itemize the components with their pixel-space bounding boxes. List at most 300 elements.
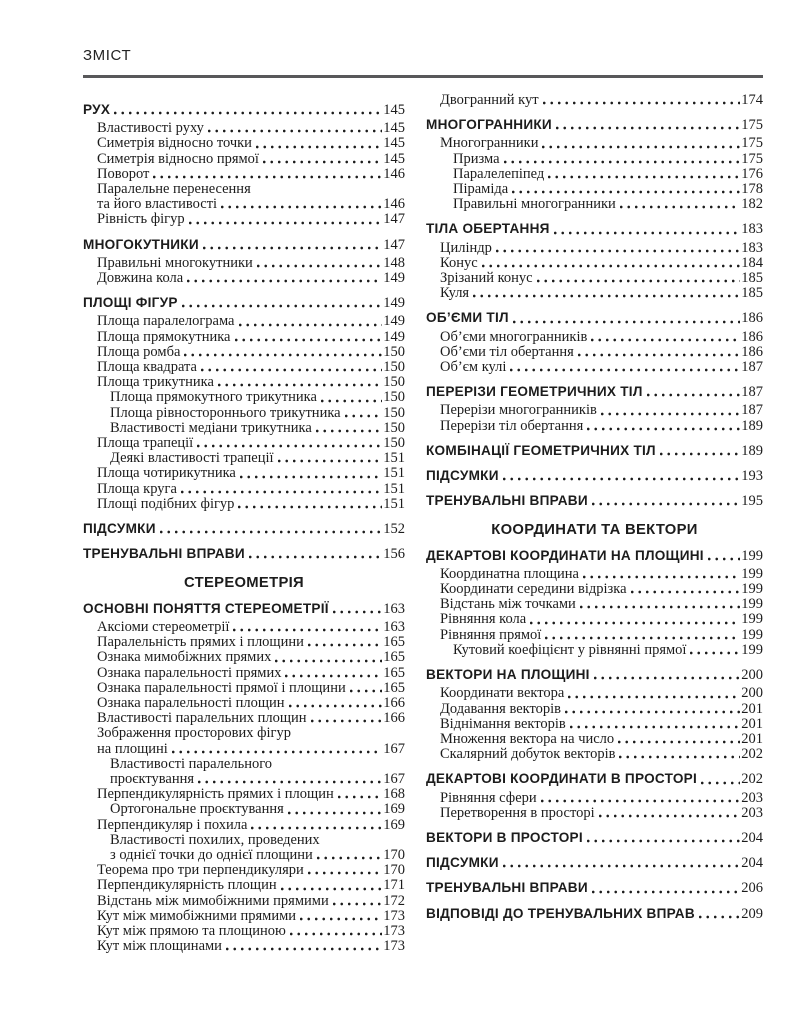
page-number: 204 [741,829,763,846]
page-number: 209 [741,905,763,922]
page-number: 201 [741,730,763,747]
page-number: 202 [741,771,763,788]
page-number: 146 [383,165,405,182]
toc-entry [83,939,405,954]
page-number: 199 [741,641,763,658]
toc-entry [83,650,405,665]
toc-entry-label: Рівняння сфери [440,789,537,806]
toc-entry-label: МНОГОГРАННИКИ [426,117,552,133]
toc-entry [83,802,405,817]
toc-entry-label: Координати середини відрізка [440,581,627,598]
toc-entry-label: Ознака мимобіжних прямих [97,649,272,666]
page-number: 169 [383,801,405,818]
toc-entry [83,330,405,345]
dot-leader [701,781,740,785]
toc-entry [426,136,763,151]
toc-entry [83,314,405,329]
toc-entry [83,878,405,893]
toc-entry-label: ВЕКТОРИ НА ПЛОЩИНІ [426,667,590,683]
page-number: 173 [383,938,405,955]
toc-section-heading [426,830,763,846]
page-number: 150 [383,435,405,452]
dot-leader [537,279,741,283]
page-number: 173 [383,907,405,924]
toc-entry-label: Площа круга [97,480,177,497]
page-number: 176 [741,165,763,182]
dot-leader [240,475,382,479]
toc-section-heading [83,295,405,311]
page-number: 151 [383,480,405,497]
page-number: 182 [741,196,763,213]
toc-entry-label: ПІДСУМКИ [426,855,499,871]
dot-leader [350,689,383,693]
page-number: 178 [741,181,763,198]
dot-leader [221,205,382,209]
toc-entry-label: проєктування [110,770,195,787]
toc-entry [83,482,405,497]
page-number: 163 [383,618,405,635]
toc-entry-label: Кут між мимобіжними прямими [97,907,297,924]
page-number: 175 [741,150,763,167]
toc-entry-label: МНОГОКУТНИКИ [83,236,199,252]
toc-entry [426,612,763,627]
dot-leader [233,628,382,632]
toc-entry-label: Площа паралелограма [97,313,235,330]
page-number: 189 [741,417,763,434]
toc-section-heading [83,521,405,537]
dot-leader [647,393,741,397]
page-number: 166 [383,694,405,711]
dot-leader [153,175,382,179]
toc-entry-label: ВІДПОВІДІ ДО ТРЕНУВАЛЬНИХ ВПРАВ [426,905,695,921]
toc-entry [426,271,763,286]
dot-leader [512,190,740,194]
toc-entry [83,121,405,136]
toc-entry-label: Додавання векторів [440,700,562,717]
page-number: 175 [741,117,763,134]
toc-entry [83,863,405,878]
toc-entry [426,241,763,256]
toc-entry-label: Площа прямокутного трикутника [110,389,317,406]
page-number: 206 [741,880,763,897]
toc-entry [426,360,763,375]
toc-column-left [83,93,405,954]
toc-section-heading [83,102,405,118]
page-number: 185 [741,270,763,287]
toc-entry-label: Рівняння кола [440,611,527,628]
toc-entry-label: Віднімання векторів [440,715,566,732]
page-number: 202 [741,746,763,763]
toc-entry-label: Об’єми тіл обертання [440,343,574,360]
dot-leader [503,477,741,481]
page-number: 203 [741,789,763,806]
toc-columns [83,93,763,954]
toc-entry [426,806,763,821]
dot-leader [218,383,382,387]
dot-leader [338,795,383,799]
toc-section-heading [426,855,763,871]
toc-entry-label: Площі подібних фігур [97,495,235,512]
toc-entry-label: ТІЛА ОБЕРТАННЯ [426,221,550,237]
toc-entry-label: Кут між площинами [97,938,222,955]
toc-entry [83,375,405,390]
page-number: 147 [383,211,405,228]
page-number: 185 [741,285,763,302]
toc-entry-label: Кутовий коефіцієнт у рівнянні прямої [453,641,687,658]
toc-entry [83,271,405,286]
toc-entry-label: Площа ромба [97,343,181,360]
toc-entry [83,421,405,436]
toc-entry [426,345,763,360]
header-rule [83,75,763,78]
dot-leader [263,160,382,164]
toc-entry-label: ПЕРЕРІЗИ ГЕОМЕТРИЧНИХ ТІЛ [426,384,643,400]
page-number: 201 [741,715,763,732]
dot-leader [594,676,741,680]
toc-entry-label: Симетрія відносно прямої [97,150,259,167]
toc-entry-label: Координати вектора [440,685,565,702]
dot-leader [316,429,382,433]
toc-entry [426,686,763,701]
toc-entry-label: з однієї точки до однієї площини [110,846,313,863]
dot-leader [545,636,740,640]
toc-entry-label: Властивості медіани трикутника [110,419,312,436]
toc-entry-label: Площа чотирикутника [97,465,236,482]
page-number: 199 [741,596,763,613]
toc-entry [426,330,763,345]
toc-entry-label: Поворот [97,165,150,182]
page-number: 156 [383,546,405,563]
toc-entry [83,360,405,375]
toc-entry [83,345,405,360]
dot-leader [618,740,740,744]
dot-leader [308,643,382,647]
toc-entry-label: ПІДСУМКИ [83,521,156,537]
dot-leader [583,575,740,579]
toc-entry-label: ТРЕНУВАЛЬНІ ВПРАВИ [83,546,245,562]
dot-leader [251,826,382,830]
dot-leader [288,811,382,815]
page-number: 151 [383,495,405,512]
toc-section-heading [426,548,763,564]
page-number: 150 [383,419,405,436]
dot-leader [503,864,741,868]
dot-leader [570,725,740,729]
dot-leader [189,221,383,225]
toc-entry-label: Ознака паралельності площин [97,694,285,711]
toc-entry-label: Площа трапеції [97,435,194,452]
toc-entry-label: Перпендикулярність прямих і площин [97,786,334,803]
page-number: 200 [741,685,763,702]
toc-entry [426,702,763,717]
page-number: 193 [741,468,763,485]
toc-entry-label: Площа рівностороннього трикутника [110,404,341,421]
page-number: 170 [383,846,405,863]
toc-entry [426,152,763,167]
page-number: 165 [383,634,405,651]
toc-entry-label: Множення вектора на число [440,730,615,747]
dot-leader [620,205,740,209]
page-number: 186 [741,328,763,345]
toc-entry-label: Перерізи тіл обертання [440,417,584,434]
toc-entry-label: Конус [440,254,478,271]
toc-entry-label: Властивості руху [97,120,204,137]
toc-entry-label: Теорема про три перпендикуляри [97,862,304,879]
page-number: 151 [383,465,405,482]
page-number: 163 [383,600,405,617]
toc-entry-label: Призма [453,150,500,167]
toc-entry-label: Деякі властивості трапеції [110,450,274,467]
page-number: 184 [741,254,763,271]
toc-entry-label: ПІДСУМКИ [426,468,499,484]
page-number: 195 [741,493,763,510]
toc-entry [426,182,763,197]
toc-entry [83,909,405,924]
page-number: 149 [383,313,405,330]
page-number: 189 [741,442,763,459]
toc-section-heading [426,667,763,683]
page-number: 150 [383,404,405,421]
toc-entry-label: ДЕКАРТОВІ КООРДИНАТИ В ПРОСТОРІ [426,771,698,787]
toc-entry [83,182,405,212]
toc-section-heading [426,771,763,787]
dot-leader [114,111,382,115]
toc-entry [83,787,405,802]
toc-entry-label: Координатна площина [440,565,579,582]
dot-leader [601,412,740,416]
dot-leader [530,621,740,625]
toc-section-heading [426,493,763,509]
toc-entry-label: Перпендикулярність площин [97,877,277,894]
dot-leader [238,505,382,509]
dot-leader [592,890,740,894]
toc-entry [83,635,405,650]
toc-section-heading [426,443,763,459]
toc-section-heading [426,117,763,133]
page-number: 199 [741,626,763,643]
toc-entry-label: ОБ’ЄМИ ТІЛ [426,310,509,326]
toc-section-heading [83,237,405,253]
dot-leader [308,871,382,875]
toc-entry [83,894,405,909]
toc-entry [426,256,763,271]
toc-entry [83,136,405,151]
toc-entry-label: Аксіоми стереометрії [97,618,230,635]
part-heading [83,576,405,591]
page-number: 152 [383,521,405,538]
dot-leader [317,856,382,860]
dot-leader [275,659,382,663]
toc-entry [83,497,405,512]
toc-entry-label: Площа квадрата [97,359,197,376]
page-number: 145 [383,135,405,152]
toc-entry-label: Паралелепіпед [453,165,545,182]
toc-entry-label: Рівняння прямої [440,626,542,643]
dot-leader [182,304,383,308]
toc-entry-label: Перпендикуляр і похила [97,816,248,833]
toc-entry [83,711,405,726]
dot-leader [345,414,383,418]
toc-entry-label: Паралельність прямих і площини [97,634,304,651]
toc-entry [426,717,763,732]
page-number: 146 [383,196,405,213]
page-number: 183 [741,221,763,238]
dot-leader [300,917,382,921]
page-number: 165 [383,664,405,681]
toc-entry-label: Ознака паралельності прямих [97,664,282,681]
toc-entry-label: Властивості похилих, проведених [110,831,320,848]
dot-leader [278,459,383,463]
dot-leader [333,610,383,614]
toc-entry-label: Скалярний добуток векторів [440,746,616,763]
toc-entry-label: ВЕКТОРИ В ПРОСТОРІ [426,829,583,845]
page-number: 186 [741,310,763,327]
toc-entry-label: КОМБІНАЦІЇ ГЕОМЕТРИЧНИХ ТІЛ [426,442,656,458]
toc-entry [83,620,405,635]
toc-entry [83,406,405,421]
dot-leader [591,338,740,342]
toc-entry [83,833,405,863]
page-number: 167 [383,740,405,757]
toc-entry-label: Циліндр [440,239,492,256]
page-number: 174 [741,92,763,108]
toc-entry [426,567,763,582]
dot-leader [208,129,382,133]
dot-leader [235,338,383,342]
page-number: 149 [383,270,405,287]
dot-leader [496,249,740,253]
toc-entry-label: Перерізи многогранників [440,402,597,419]
toc-entry-label: Властивості паралельних площин [97,710,307,727]
page-number: 145 [383,120,405,137]
toc-entry [83,466,405,481]
dot-leader [201,368,382,372]
toc-section-heading [83,601,405,617]
toc-entry [83,152,405,167]
toc-entry-label: та його властивості [97,196,218,213]
toc-entry [426,747,763,762]
toc-entry [426,419,763,434]
dot-leader [587,427,740,431]
dot-leader [548,175,740,179]
dot-leader [631,590,741,594]
dot-leader [187,279,382,283]
dot-leader [181,490,382,494]
toc-entry-label: Довжина кола [97,270,184,287]
dot-leader [554,231,741,235]
toc-entry-label: Площа трикутника [97,374,214,391]
toc-section-heading [426,880,763,896]
dot-leader [333,902,383,906]
toc-entry-label: Зрізаний конус [440,270,533,287]
dot-leader [281,887,383,891]
page-number: 187 [741,384,763,401]
dot-leader [619,755,740,759]
toc-entry [426,167,763,182]
toc-entry-label: ПЛОЩІ ФІГУР [83,295,178,311]
toc-entry [83,681,405,696]
dot-leader [321,399,382,403]
page-number: 201 [741,700,763,717]
page-number: 149 [383,328,405,345]
page-number: 145 [383,102,405,118]
toc-entry [83,818,405,833]
toc-entry [83,390,405,405]
page-number: 203 [741,804,763,821]
dot-leader [599,814,741,818]
toc-entry-label: Многогранники [440,135,539,152]
page-number: 171 [383,877,405,894]
toc-entry [426,403,763,418]
toc-entry [426,93,763,108]
toc-entry-label: Властивості паралельного [110,755,273,772]
toc-entry-label: Рівність фігур [97,211,185,228]
dot-leader [587,839,740,843]
toc-entry-label: РУХ [83,102,111,117]
dot-leader [473,294,740,298]
toc-entry-label: Відстань між мимобіжними прямими [97,892,329,909]
page-number: 150 [383,389,405,406]
page-number: 199 [741,581,763,598]
dot-leader [290,932,382,936]
dot-leader [510,368,740,372]
page-number: 183 [741,239,763,256]
toc-entry-label: Правильні многокутники [97,254,253,271]
toc-section-heading [426,221,763,237]
page-number: 172 [383,892,405,909]
toc-entry-label: Відстань між точками [440,596,576,613]
dot-leader [543,101,741,105]
part-heading [426,523,763,538]
page-number: 199 [741,547,763,564]
page-number: 151 [383,450,405,467]
dot-leader [197,444,382,448]
toc-entry [426,597,763,612]
toc-entry [83,924,405,939]
page-number: 199 [741,565,763,582]
dot-leader [172,750,382,754]
page-number: 173 [383,922,405,939]
dot-leader [708,557,740,561]
toc-entry [83,666,405,681]
toc-entry-label: Піраміда [453,181,509,198]
page-number: 145 [383,150,405,167]
toc-entry [83,212,405,227]
dot-leader [249,555,382,559]
toc-entry-label: Об’єми многогранників [440,328,588,345]
toc-entry-label: Симетрія відносно точки [97,135,252,152]
dot-leader [660,452,740,456]
dot-leader [542,145,740,149]
toc-entry [426,643,763,658]
page-number: 186 [741,343,763,360]
dot-leader [556,126,740,130]
toc-entry-label: Кут між прямою та площиною [97,922,286,939]
dot-leader [568,695,740,699]
page-number: 165 [383,679,405,696]
dot-leader [160,530,383,534]
page-number: 200 [741,667,763,684]
toc-entry-label: ДЕКАРТОВІ КООРДИНАТИ НА ПЛОЩИНІ [426,547,704,563]
toc-entry-label: на площині [97,740,168,757]
part-heading-label: СТЕРЕОМЕТРІЯ [184,575,304,592]
toc-entry-label: Ознака паралельності прямої і площини [97,679,346,696]
dot-leader [580,605,740,609]
toc-entry-label: ТРЕНУВАЛЬНІ ВПРАВИ [426,880,588,896]
page-number: 170 [383,862,405,879]
dot-leader [203,246,382,250]
toc-entry [426,582,763,597]
